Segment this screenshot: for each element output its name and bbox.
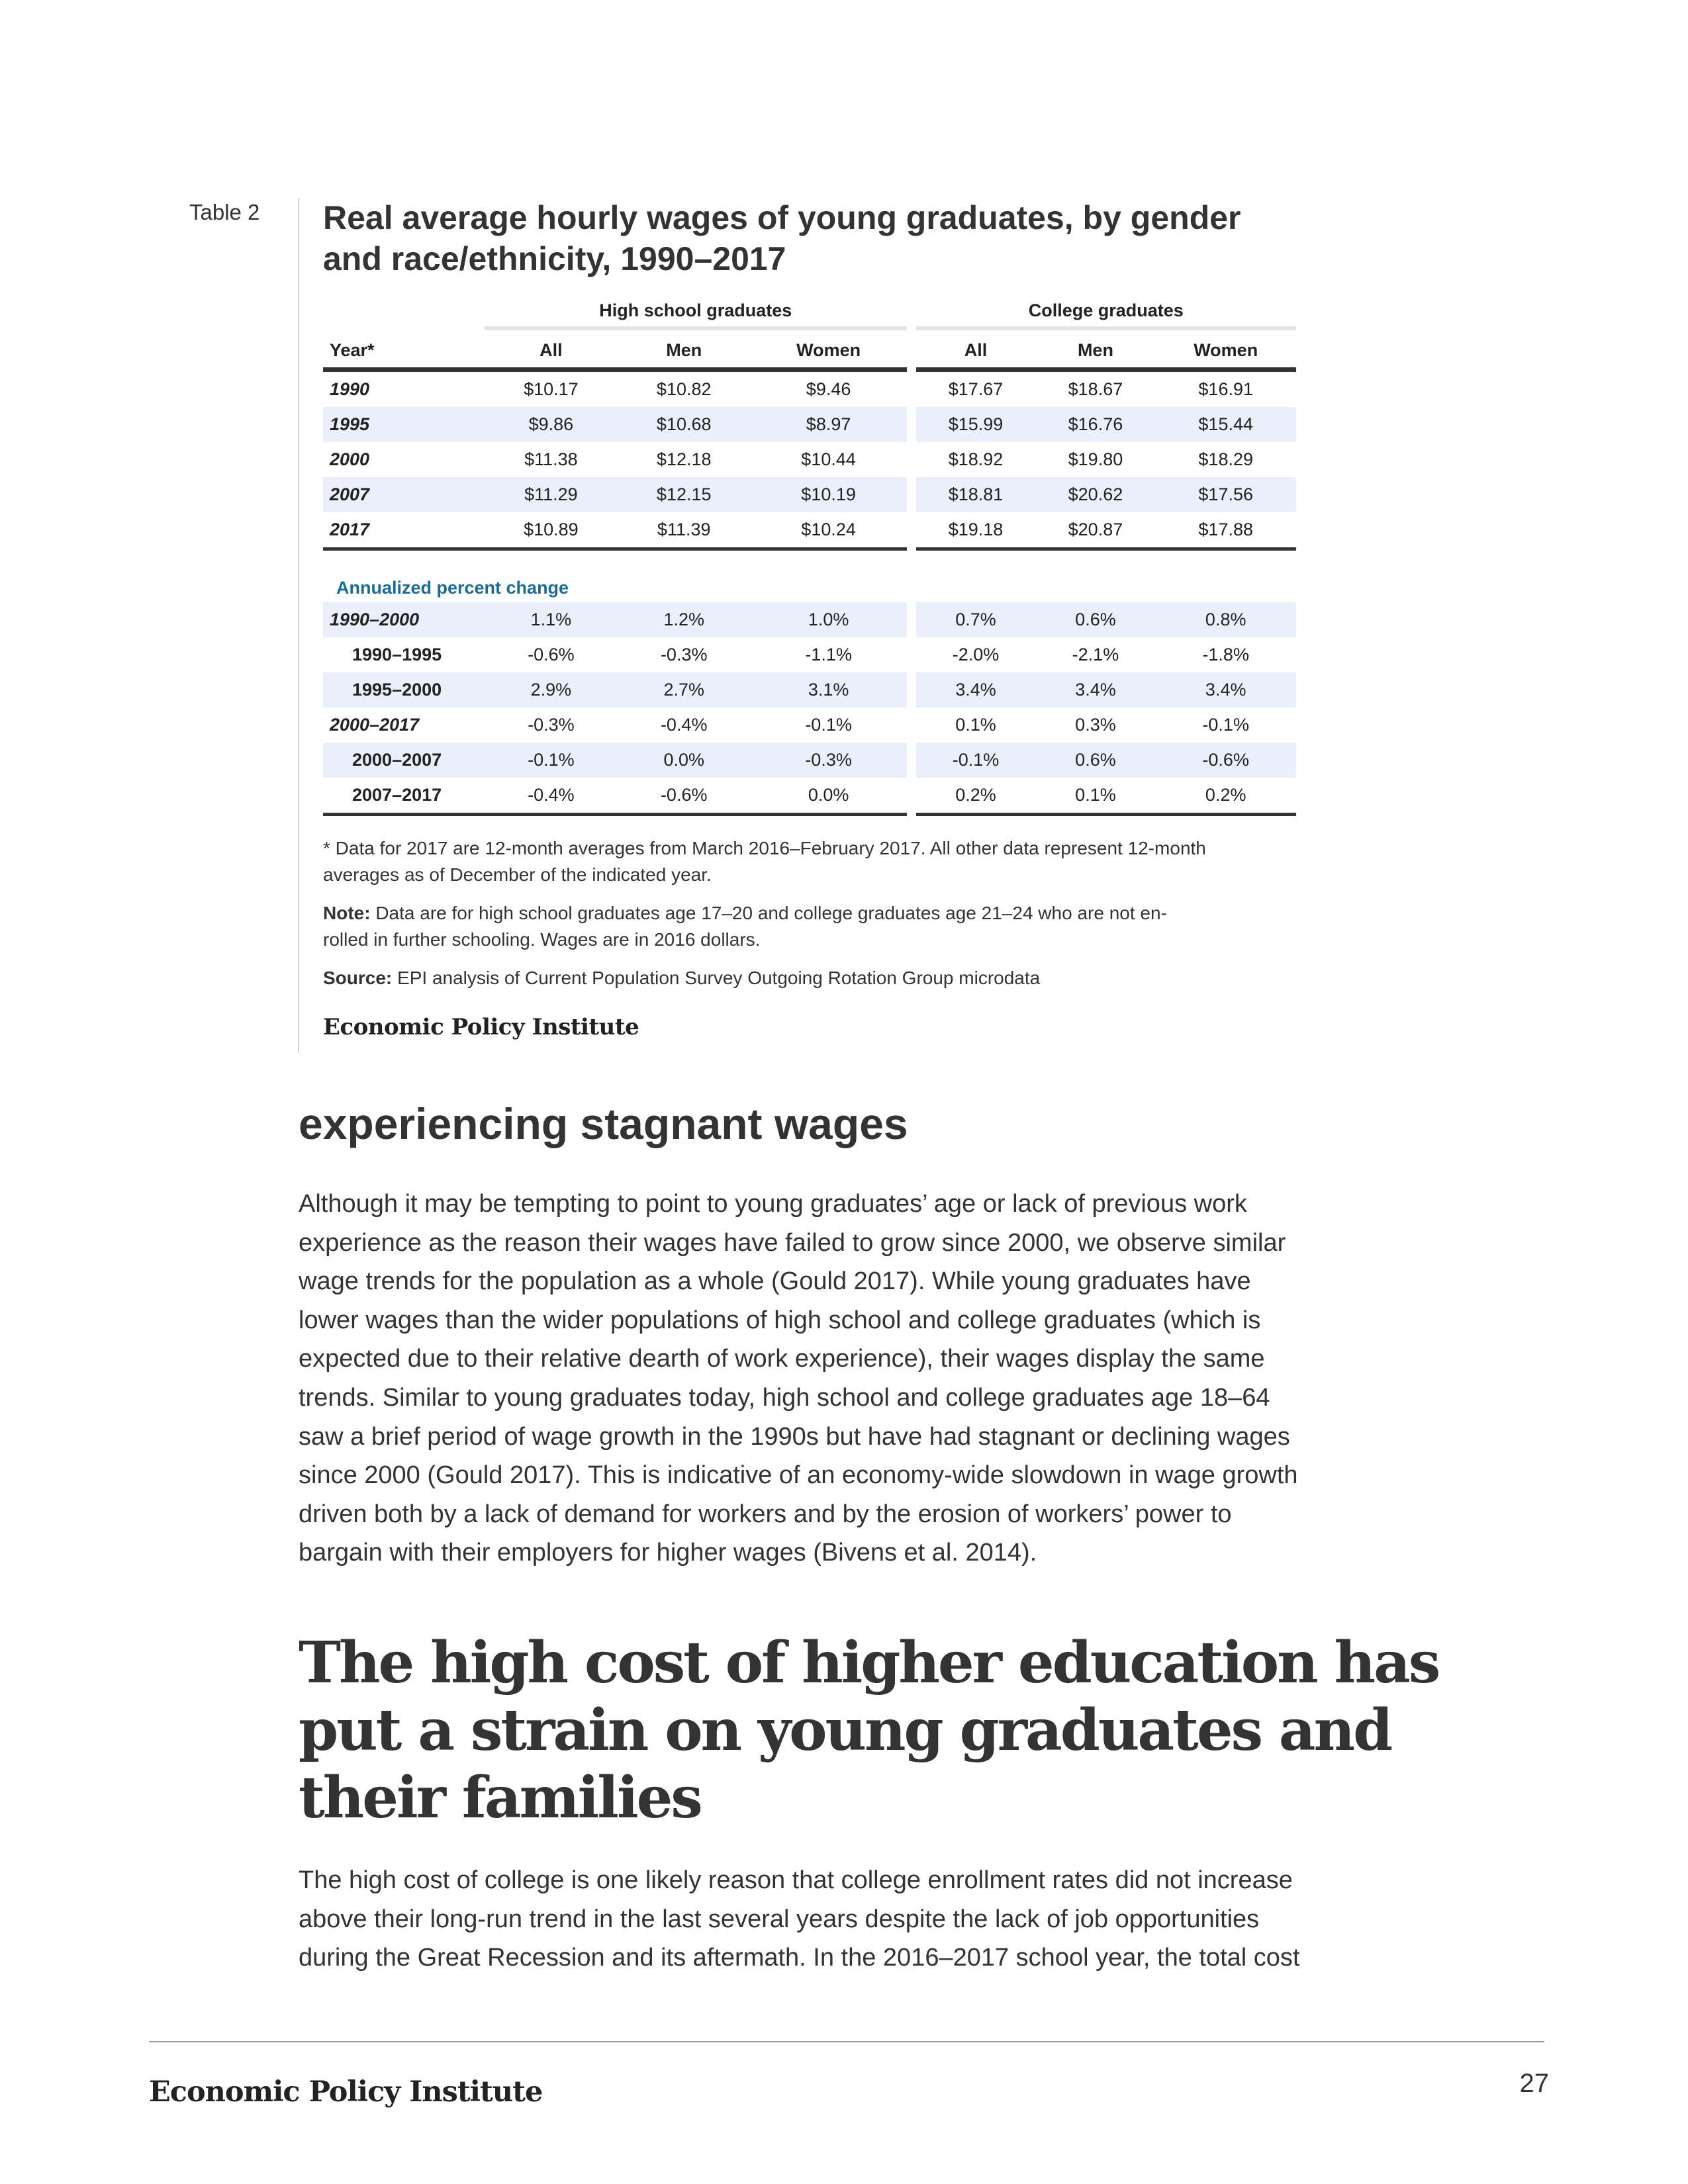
table-cell: 0.8% — [1155, 602, 1296, 637]
table-cell: -0.1% — [916, 743, 1036, 778]
body-paragraph-2 — [299, 1861, 1397, 1978]
table-footnote — [323, 835, 1303, 888]
row-period: 2007–2017 — [323, 778, 485, 816]
table-row — [323, 707, 1296, 743]
table-note — [323, 900, 1303, 953]
table-label: Table 2 — [189, 200, 260, 224]
table-cell: -0.4% — [660, 715, 708, 735]
column-header-hs-women: Women — [751, 333, 907, 372]
table-cell: $18.29 — [1198, 449, 1253, 469]
paragraph-line: wage trends for the population as a whole (Gould 2017). While young graduates have — [299, 1267, 1251, 1296]
table-row — [323, 778, 1296, 816]
table-cell: $17.67 — [948, 379, 1004, 399]
table-cell: $12.15 — [618, 477, 751, 512]
table-cell: $16.91 — [1198, 379, 1253, 399]
table-cell: $10.24 — [751, 512, 907, 551]
table-cell: 0.7% — [916, 602, 1036, 637]
footer-divider — [149, 2041, 1544, 2042]
column-header-hs-all: All — [485, 333, 618, 372]
heading-line: The high cost of higher education has — [299, 1629, 1439, 1696]
table-source — [323, 965, 1303, 991]
section-heading — [299, 1629, 1490, 1832]
table-cell: -1.1% — [805, 645, 852, 664]
table-cell: $11.29 — [485, 477, 618, 512]
column-header-hs-men: Men — [618, 333, 751, 372]
table-title-line: and race/ethnicity, 1990–2017 — [323, 240, 786, 277]
table-cell: $10.19 — [751, 477, 907, 512]
table-cell: -2.1% — [1072, 645, 1119, 664]
table-cell: $10.44 — [801, 449, 856, 469]
table-row — [323, 477, 1296, 512]
heading-line: put a strain on young graduates and — [299, 1697, 1391, 1764]
table-cell: $20.87 — [1035, 512, 1155, 551]
table-row — [323, 637, 1296, 672]
table-cell: $11.39 — [618, 512, 751, 551]
row-period: 1990–1995 — [352, 645, 442, 664]
column-header-col-women: Women — [1155, 333, 1296, 372]
table-cell: $19.18 — [916, 512, 1036, 551]
table-row — [323, 512, 1296, 551]
table-cell: 1.0% — [751, 602, 907, 637]
table-cell: -2.0% — [952, 645, 1000, 664]
table-cell: $15.44 — [1155, 407, 1296, 442]
table-cell: 2.9% — [485, 672, 618, 707]
table-cell: $10.68 — [618, 407, 751, 442]
table-cell: 2.7% — [618, 672, 751, 707]
table-cell: $17.56 — [1155, 477, 1296, 512]
table-row — [323, 743, 1296, 778]
table-cell: $10.82 — [656, 379, 712, 399]
table-cell: $9.86 — [485, 407, 618, 442]
page-number: 27 — [1519, 2069, 1549, 2098]
column-header-col-all: All — [916, 333, 1036, 372]
row-period: 2000–2007 — [323, 743, 485, 778]
source-text: EPI analysis of Current Population Survey Outgoing Rotation Group microdata — [397, 968, 1041, 988]
table-cell: -0.1% — [485, 743, 618, 778]
paragraph-line: driven both by a lack of demand for workers and by the erosion of workers’ power to — [299, 1500, 1232, 1528]
table-cell: $18.67 — [1068, 379, 1123, 399]
table-cell: 3.4% — [1035, 672, 1155, 707]
note-text: rolled in further schooling. Wages are in 2016 dollars. — [323, 929, 761, 950]
column-header-row — [323, 333, 1296, 372]
group-header-high-school: High school graduates — [485, 298, 907, 333]
table-cell: 3.4% — [916, 672, 1036, 707]
section-header-row — [323, 573, 1296, 602]
table-cell: -0.3% — [528, 715, 575, 735]
footnote-line: * Data for 2017 are 12-month averages from March 2016–February 2017. All other data represent 12-month — [323, 838, 1206, 858]
table-cell: $15.99 — [916, 407, 1036, 442]
note-text: Data are for high school graduates age 17–20 and college graduates age 21–24 who are not en- — [375, 903, 1167, 923]
table-row — [323, 407, 1296, 442]
table-cell: $12.18 — [656, 449, 712, 469]
paragraph-line: during the Great Recession and its aftermath. In the 2016–2017 school year, the total cost — [299, 1944, 1300, 1972]
footer-brand-logo: Economic Policy Institute — [149, 2075, 543, 2109]
group-header-row — [323, 298, 1296, 333]
table-cell: $9.46 — [806, 379, 851, 399]
table-cell: 3.1% — [751, 672, 907, 707]
table-cell: $11.38 — [524, 449, 578, 469]
wages-table — [323, 298, 1296, 816]
table-cell: -0.6% — [618, 778, 751, 816]
table-cell: -0.6% — [528, 645, 575, 664]
heading-line: their families — [299, 1764, 701, 1831]
table-cell: $17.88 — [1155, 512, 1296, 551]
paragraph-line: expected due to their relative dearth of work experience), their wages display the same — [299, 1345, 1265, 1373]
table-cell: $16.76 — [1035, 407, 1155, 442]
table-cell: 0.1% — [955, 715, 996, 735]
table-row — [323, 442, 1296, 477]
row-year: 1990 — [330, 379, 370, 399]
paragraph-line: bargain with their employers for higher wages (Bivens et al. 2014). — [299, 1539, 1037, 1567]
table-cell: 0.2% — [1155, 778, 1296, 816]
table-cell: -0.1% — [1202, 715, 1249, 735]
paragraph-line: above their long-run trend in the last several years despite the lack of job opportunities — [299, 1905, 1260, 1933]
table-cell: -0.6% — [1155, 743, 1296, 778]
table-cell: $20.62 — [1035, 477, 1155, 512]
column-header-col-men: Men — [1035, 333, 1155, 372]
table-row — [323, 602, 1296, 637]
table-brand-logo: Economic Policy Institute — [323, 1014, 639, 1040]
row-period: 1990–2000 — [323, 602, 485, 637]
paragraph-line: since 2000 (Gould 2017). This is indicative of an economy-wide slowdown in wage growth — [299, 1461, 1298, 1490]
table-cell: 3.4% — [1155, 672, 1296, 707]
row-period: 1995–2000 — [323, 672, 485, 707]
table-cell: -0.3% — [660, 645, 708, 664]
table-cell: 0.6% — [1035, 602, 1155, 637]
table-row — [323, 672, 1296, 707]
table-cell: -0.1% — [805, 715, 852, 735]
source-label: Source: — [323, 968, 393, 988]
table-cell: 0.2% — [916, 778, 1036, 816]
table-title-line: Real average hourly wages of young graduates, by gender — [323, 199, 1241, 236]
footnote-line: averages as of December of the indicated year. — [323, 864, 712, 885]
paragraph-line: Although it may be tempting to point to young graduates’ age or lack of previous work — [299, 1190, 1247, 1218]
section-subheading: experiencing stagnant wages — [299, 1099, 908, 1148]
row-year: 2017 — [323, 512, 485, 551]
table-cell: -0.3% — [751, 743, 907, 778]
table-cell: 0.6% — [1035, 743, 1155, 778]
paragraph-line: The high cost of college is one likely reason that college enrollment rates did not increase — [299, 1866, 1293, 1894]
paragraph-line: experience as the reason their wages have failed to grow since 2000, we observe similar — [299, 1228, 1286, 1257]
table-cell: $8.97 — [751, 407, 907, 442]
row-year: 2000 — [330, 449, 370, 469]
table-cell: -0.4% — [485, 778, 618, 816]
table-cell: $19.80 — [1068, 449, 1123, 469]
table-cell: 0.0% — [618, 743, 751, 778]
table-cell: $10.17 — [524, 379, 579, 399]
table-cell: 0.3% — [1075, 715, 1116, 735]
body-paragraph-1 — [299, 1185, 1397, 1572]
note-label: Note: — [323, 903, 371, 923]
row-year: 2007 — [323, 477, 485, 512]
paragraph-line: saw a brief period of wage growth in the 1990s but have had stagnant or declining wages — [299, 1422, 1290, 1451]
paragraph-line: trends. Similar to young graduates today, high school and college graduates age 18–64 — [299, 1383, 1270, 1412]
paragraph-line: lower wages than the wider populations of high school and college graduates (which is — [299, 1306, 1261, 1334]
row-period: 2000–2017 — [330, 715, 420, 735]
row-year: 1995 — [323, 407, 485, 442]
table-cell: -1.8% — [1202, 645, 1249, 664]
group-header-college: College graduates — [916, 298, 1296, 333]
table-title — [323, 197, 1329, 279]
table-cell: $18.92 — [948, 449, 1004, 469]
table-cell: 0.0% — [751, 778, 907, 816]
table-cell: 0.1% — [1035, 778, 1155, 816]
table-cell: $10.89 — [485, 512, 618, 551]
table-cell: 1.1% — [485, 602, 618, 637]
annualized-change-heading: Annualized percent change — [336, 577, 569, 598]
table-row — [323, 372, 1296, 407]
table-side-rule — [298, 199, 299, 1052]
table-cell: 1.2% — [618, 602, 751, 637]
column-header-year: Year* — [323, 333, 485, 372]
table-cell: $18.81 — [916, 477, 1036, 512]
